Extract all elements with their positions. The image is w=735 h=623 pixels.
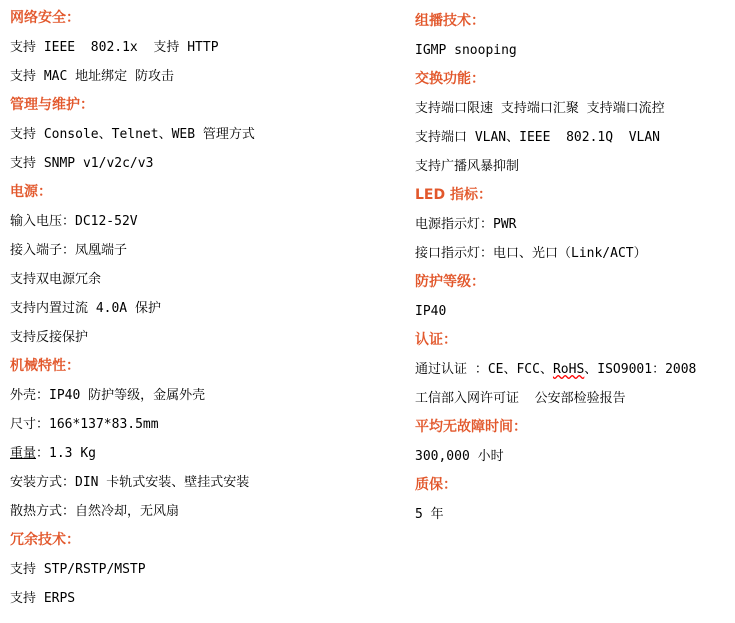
spec-line: 支持 SNMP v1/v2c/v3 bbox=[10, 156, 154, 171]
spec-line: 输入电压：DC12-52V bbox=[10, 214, 138, 229]
spec-line: 支持 Console、Telnet、WEB 管理方式 bbox=[10, 127, 255, 142]
spec-line: 支持广播风暴抑制 bbox=[415, 159, 520, 174]
weight-label-underlined: 重量 bbox=[10, 446, 37, 461]
heading-warranty: 质保： bbox=[415, 477, 457, 493]
spec-line: 支持 STP/RSTP/MSTP bbox=[10, 562, 146, 577]
spec-line: 支持 IEEE 802.1x 支持 HTTP bbox=[10, 40, 219, 55]
heading-protection-rating: 防护等级： bbox=[415, 274, 485, 290]
certification-list-start: 通过认证 ：CE、FCC、 bbox=[415, 362, 553, 377]
heading-multicast: 组播技术： bbox=[415, 13, 485, 29]
spec-column-right bbox=[415, 7, 730, 529]
spec-line: 工信部入网许可证 公安部检验报告 bbox=[415, 391, 626, 406]
spec-line: 支持端口 VLAN、IEEE 802.1Q VLAN bbox=[415, 130, 661, 145]
spec-line: 散热方式：自然冷却，无风扇 bbox=[10, 504, 180, 519]
heading-led-indicators: LED 指标： bbox=[415, 187, 492, 203]
spec-line: 接入端子：凤凰端子 bbox=[10, 243, 128, 258]
heading-management-maintenance: 管理与维护： bbox=[10, 97, 94, 113]
spec-line: 安装方式：DIN 卡轨式安装、壁挂式安装 bbox=[10, 475, 250, 490]
certification-list-end: 、ISO9001：2008 bbox=[584, 362, 697, 377]
spec-column-left bbox=[10, 4, 405, 613]
spec-line-weight bbox=[10, 439, 405, 468]
spec-line: IGMP snooping bbox=[415, 43, 517, 58]
heading-mechanical: 机械特性： bbox=[10, 358, 80, 374]
spec-line: 尺寸：166*137*83.5mm bbox=[10, 417, 159, 432]
spellcheck-squiggle-rohs: RoHS bbox=[552, 362, 585, 377]
spec-line-certifications bbox=[415, 355, 730, 384]
heading-switching: 交换功能： bbox=[415, 71, 485, 87]
heading-power: 电源： bbox=[10, 184, 52, 200]
heading-certification: 认证： bbox=[415, 332, 457, 348]
spec-line: 接口指示灯：电口、光口（Link/ACT） bbox=[415, 246, 647, 261]
heading-mtbf: 平均无故障时间： bbox=[415, 419, 527, 435]
spec-line: 支持 ERPS bbox=[10, 591, 76, 606]
spec-line: 支持内置过流 4.0A 保护 bbox=[10, 301, 161, 316]
spec-line: 300,000 小时 bbox=[415, 449, 504, 464]
spec-line: 电源指示灯：PWR bbox=[415, 217, 517, 232]
spec-line: 支持反接保护 bbox=[10, 330, 89, 345]
heading-redundancy: 冗余技术： bbox=[10, 532, 80, 548]
weight-value: ：1.3 Kg bbox=[36, 446, 96, 461]
spec-line: 外壳：IP40 防护等级，金属外壳 bbox=[10, 388, 206, 403]
spec-line: 支持双电源冗余 bbox=[10, 272, 102, 287]
spec-line: IP40 bbox=[415, 304, 447, 319]
heading-network-security: 网络安全： bbox=[10, 10, 80, 26]
spec-line: 支持端口限速 支持端口汇聚 支持端口流控 bbox=[415, 101, 665, 116]
spec-line: 5 年 bbox=[415, 507, 444, 522]
spec-line: 支持 MAC 地址绑定 防攻击 bbox=[10, 69, 174, 84]
